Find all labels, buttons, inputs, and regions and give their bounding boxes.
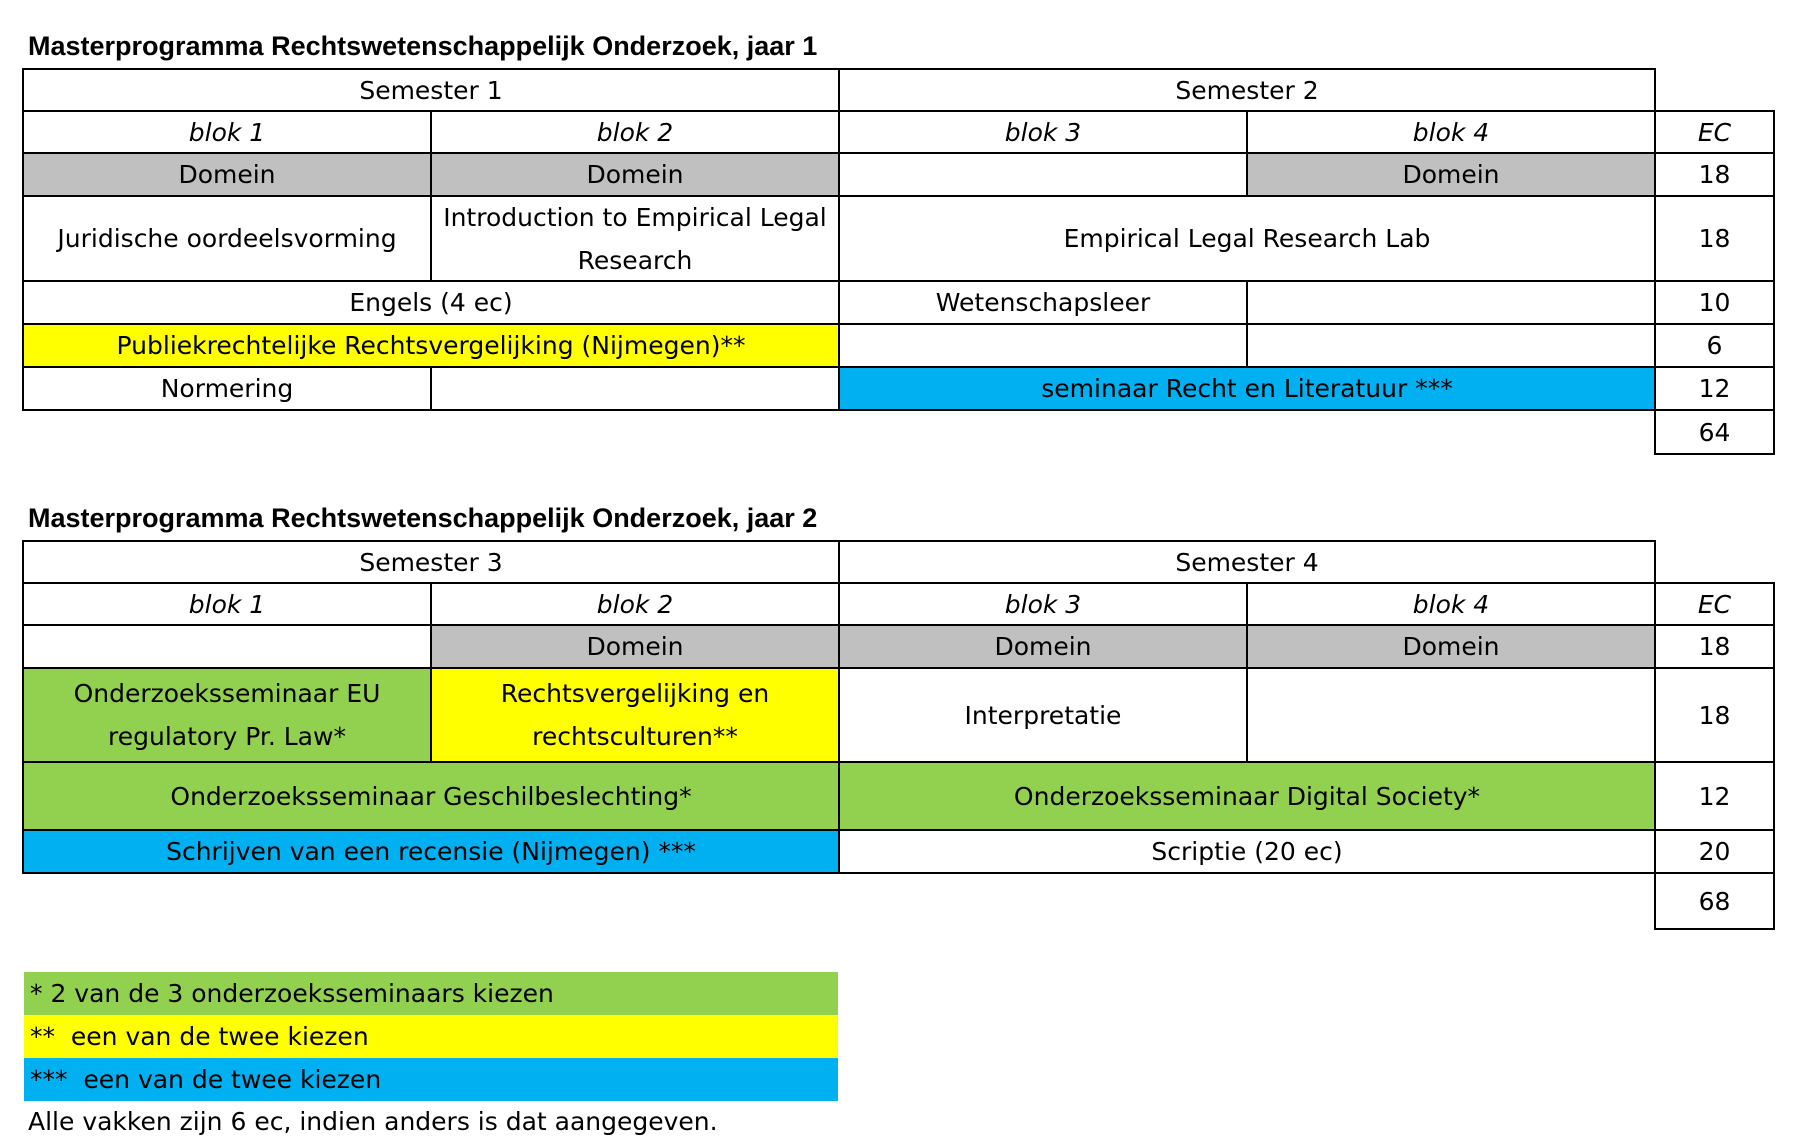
year1-course-publiekrechtelijke: Publiekrechtelijke Rechtsvergelijking (Nijmegen)** [22, 323, 840, 368]
year1-empty-row3-blok4 [1246, 280, 1656, 325]
year2-empty-blok1 [22, 624, 432, 669]
year2-blok-3: blok 3 [838, 582, 1248, 626]
year2-row1-ec: 18 [1654, 624, 1775, 669]
year1-course-normering: Normering [22, 366, 432, 411]
year2-semester-4: Semester 4 [838, 540, 1656, 584]
year2-course-geschilbeslechting: Onderzoeksseminaar Geschilbeslechting* [22, 761, 840, 831]
year2-semester-3: Semester 3 [22, 540, 840, 584]
year2-total-ec: 68 [1654, 872, 1775, 930]
year2-title: Masterprogramma Rechtswetenschappelijk Onderzoek, jaar 2 [28, 503, 818, 533]
year1-blok-3: blok 3 [838, 110, 1248, 154]
year2-course-interpretatie: Interpretatie [838, 667, 1248, 763]
year1-course-introduction-empirical: Introduction to Empirical Legal Research [430, 195, 840, 282]
year1-semester-1: Semester 1 [22, 68, 840, 112]
year1-row2-ec: 18 [1654, 195, 1775, 282]
legend-item-green: * 2 van de 3 onderzoeksseminaars kiezen [24, 972, 838, 1015]
year2-blok-2: blok 2 [430, 582, 840, 626]
year2-course-scriptie: Scriptie (20 ec) [838, 829, 1656, 874]
year2-blok-1: blok 1 [22, 582, 432, 626]
year1-empty-row4-blok4 [1246, 323, 1656, 368]
year2-domein-blok4: Domein [1246, 624, 1656, 669]
year1-total-ec: 64 [1654, 409, 1775, 455]
legend-item-yellow: ** een van de twee kiezen [24, 1015, 838, 1058]
year1-row4-ec: 6 [1654, 323, 1775, 368]
year1-row3-ec: 10 [1654, 280, 1775, 325]
year2-course-eu-regulatory: Onderzoeksseminaar EU regulatory Pr. Law* [22, 667, 432, 763]
year1-domein-blok2: Domein [430, 152, 840, 197]
year2-row3-ec: 12 [1654, 761, 1775, 831]
year1-blok-1: blok 1 [22, 110, 432, 154]
year2-course-recensie: Schrijven van een recensie (Nijmegen) *** [22, 829, 840, 874]
legend-item-blue: *** een van de twee kiezen [24, 1058, 838, 1101]
year1-blok-4: blok 4 [1246, 110, 1656, 154]
year1-course-engels: Engels (4 ec) [22, 280, 840, 325]
year1-semester-2: Semester 2 [838, 68, 1656, 112]
year2-blok-4: blok 4 [1246, 582, 1656, 626]
year1-empty-blok3 [838, 152, 1248, 197]
year2-empty-row2-blok4 [1246, 667, 1656, 763]
year1-domein-blok4: Domein [1246, 152, 1656, 197]
year2-row4-ec: 20 [1654, 829, 1775, 874]
year2-course-digital-society: Onderzoeksseminaar Digital Society* [838, 761, 1656, 831]
year2-row2-ec: 18 [1654, 667, 1775, 763]
year1-course-wetenschapsleer: Wetenschapsleer [838, 280, 1248, 325]
legend-note: Alle vakken zijn 6 ec, indien anders is dat aangegeven. [28, 1107, 718, 1136]
year1-empty-row5-blok2 [430, 366, 840, 411]
year2-course-rechtsvergelijking: Rechtsvergelijking en rechtsculturen** [430, 667, 840, 763]
year1-course-juridische-oordeelsvorming: Juridische oordeelsvorming [22, 195, 432, 282]
year1-course-empirical-lab: Empirical Legal Research Lab [838, 195, 1656, 282]
year1-blok-2: blok 2 [430, 110, 840, 154]
year1-domein-blok1: Domein [22, 152, 432, 197]
year1-empty-row4-blok3 [838, 323, 1248, 368]
year2-domein-blok2: Domein [430, 624, 840, 669]
year1-title: Masterprogramma Rechtswetenschappelijk Onderzoek, jaar 1 [28, 31, 818, 61]
year2-ec-header: EC [1654, 582, 1775, 626]
year1-row5-ec: 12 [1654, 366, 1775, 411]
year1-row1-ec: 18 [1654, 152, 1775, 197]
year1-course-recht-literatuur: seminaar Recht en Literatuur *** [838, 366, 1656, 411]
year1-ec-header: EC [1654, 110, 1775, 154]
year2-domein-blok3: Domein [838, 624, 1248, 669]
